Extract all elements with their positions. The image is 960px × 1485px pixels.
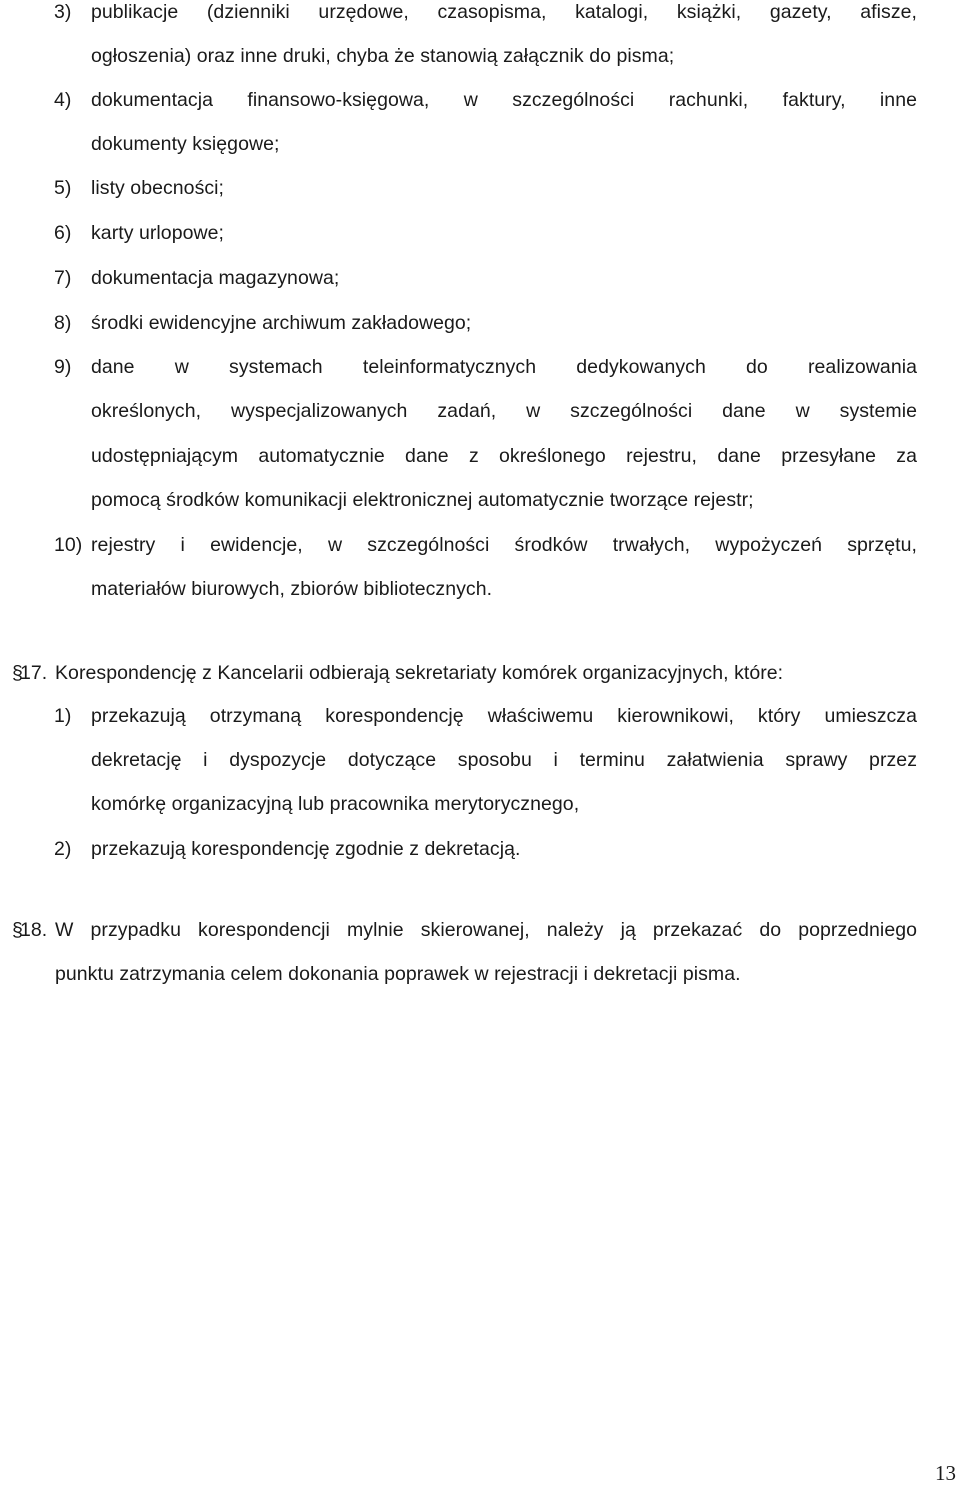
list-item-text: przekazują korespondencję zgodnie z dekretacją. bbox=[91, 838, 521, 860]
list-item-text: dokumenty księgowe; bbox=[91, 133, 280, 155]
list-item-text: rejestry i ewidencje, w szczególności środków trwałych, wypożyczeń sprzętu, bbox=[91, 534, 917, 556]
list-item-text: pomocą środków komunikacji elektronicznej automatycznie tworzące rejestr; bbox=[91, 489, 754, 511]
list-item-text: dane w systemach teleinformatycznych dedykowanych do realizowania bbox=[91, 356, 917, 378]
list-item-number: 10) bbox=[54, 534, 83, 556]
list-item-text: środki ewidencyjne archiwum zakładowego; bbox=[91, 312, 472, 334]
list-item-number: 6) bbox=[54, 222, 72, 244]
list-item-text: przekazują otrzymaną korespondencję właściwemu kierownikowi, który umieszcza bbox=[91, 705, 917, 727]
list-item-number: 1) bbox=[54, 705, 72, 727]
list-item-text: dokumentacja magazynowa; bbox=[91, 267, 340, 289]
section-number: 18. bbox=[20, 919, 48, 941]
list-item-number: 2) bbox=[54, 838, 72, 860]
section-intro: Korespondencję z Kancelarii odbierają sekretariaty komórek organizacyjnych, które: bbox=[55, 662, 784, 684]
section-symbol: § bbox=[12, 919, 23, 941]
list-item-number: 8) bbox=[54, 312, 72, 334]
section-text: punktu zatrzymania celem dokonania poprawek w rejestracji i dekretacji pisma. bbox=[55, 963, 741, 985]
section-number: 17. bbox=[20, 662, 48, 684]
list-item-number: 7) bbox=[54, 267, 72, 289]
list-item-text: komórkę organizacyjną lub pracownika merytorycznego, bbox=[91, 793, 580, 815]
page-number: 13 bbox=[935, 1461, 956, 1485]
list-item-text: karty urlopowe; bbox=[91, 222, 224, 244]
list-item-text: ogłoszenia) oraz inne druki, chyba że stanowią załącznik do pisma; bbox=[91, 45, 675, 67]
list-item-text: listy obecności; bbox=[91, 177, 225, 199]
list-item-number: 4) bbox=[54, 89, 72, 111]
list-item-text: dekretację i dyspozycje dotyczące sposobu i terminu załatwienia sprawy przez bbox=[91, 749, 917, 771]
list-item-number: 9) bbox=[54, 356, 72, 378]
list-item-number: 5) bbox=[54, 177, 72, 199]
section-text: W przypadku korespondencji mylnie skierowanej, należy ją przekazać do poprzedniego bbox=[55, 919, 917, 941]
list-item-text: publikacje (dzienniki urzędowe, czasopisma, katalogi, książki, gazety, afisze, bbox=[91, 1, 917, 23]
list-item-text: udostępniającym automatycznie dane z określonego rejestru, dane przesyłane za bbox=[91, 445, 917, 467]
section-symbol: § bbox=[12, 662, 23, 684]
list-item-text: dokumentacja finansowo-księgowa, w szczególności rachunki, faktury, inne bbox=[91, 89, 917, 111]
list-item-text: materiałów biurowych, zbiorów bibliotecznych. bbox=[91, 578, 493, 600]
list-item-number: 3) bbox=[54, 1, 72, 23]
list-item-text: określonych, wyspecjalizowanych zadań, w szczególności dane w systemie bbox=[91, 400, 917, 422]
